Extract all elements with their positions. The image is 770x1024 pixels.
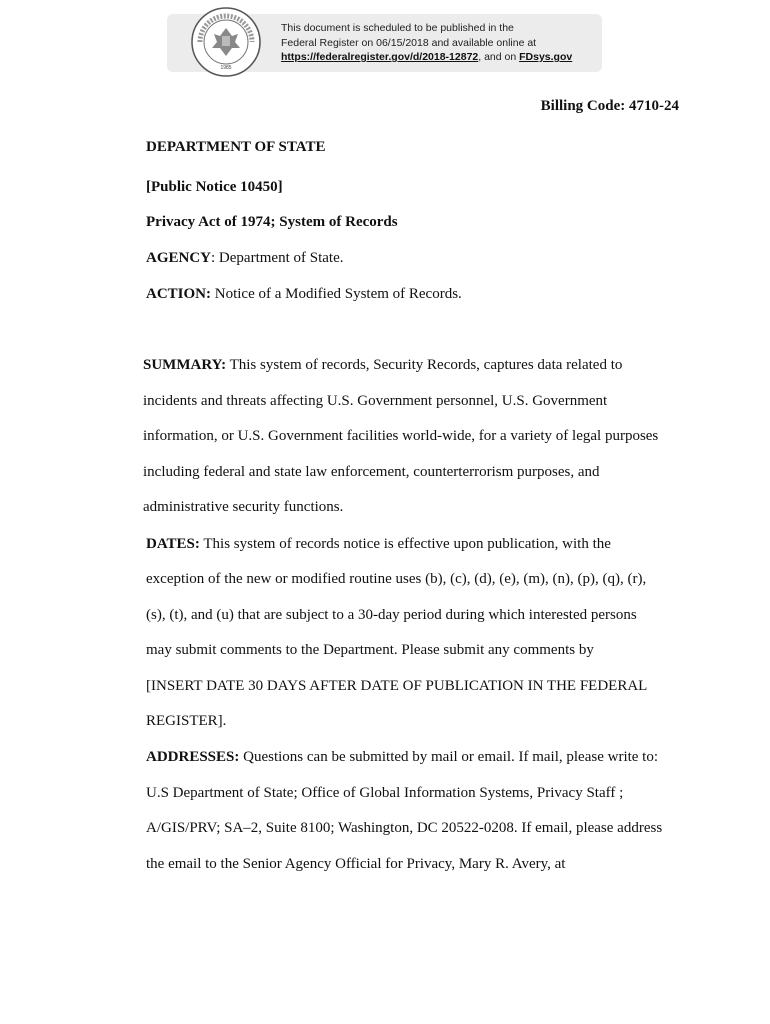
dates-line-2: exception of the new or modified routine uses (b), (c), (d), (e), (m), (n), (p), (q), (r), [146, 571, 647, 587]
dates-line-1 [146, 536, 611, 553]
department-heading: DEPARTMENT OF STATE [146, 139, 326, 155]
summary-line-3: information, or U.S. Government facilities world-wide, for a variety of legal purposes [143, 428, 659, 444]
action-label: ACTION: [146, 286, 212, 302]
national-archives-seal-icon [190, 6, 262, 78]
dates-line-5: [INSERT DATE 30 DAYS AFTER DATE OF PUBLICATION IN THE FEDERAL [146, 678, 648, 694]
dates-line-4: may submit comments to the Department. Please submit any comments by [146, 642, 594, 658]
summary-line-1 [143, 357, 622, 374]
agency-text: : Department of State. [211, 250, 344, 266]
addresses-line-2: U.S Department of State; Office of Global Information Systems, Privacy Staff ; [146, 785, 624, 801]
document-title: Privacy Act of 1974; System of Records [146, 214, 398, 230]
banner-text [281, 21, 601, 65]
action-line [146, 286, 462, 303]
dates-line-3: (s), (t), and (u) that are subject to a 30-day period during which interested persons [146, 607, 637, 623]
addresses-line-1 [146, 749, 658, 766]
addresses-line-3: A/GIS/PRV; SA–2, Suite 8100; Washington, DC 20522-0208. If email, please address [146, 820, 663, 836]
addresses-text-1: Questions can be submitted by mail or email. If mail, please write to: [239, 749, 659, 765]
addresses-line-4: the email to the Senior Agency Official for Privacy, Mary R. Avery, at [146, 856, 566, 872]
dates-line-6: REGISTER]. [146, 713, 227, 729]
federal-register-link[interactable]: https://federalregister.gov/d/2018-12872 [281, 51, 479, 64]
banner-line-2: Federal Register on 06/15/2018 and available online at [281, 36, 537, 49]
summary-line-2: incidents and threats affecting U.S. Government personnel, U.S. Government [143, 393, 608, 409]
agency-label: AGENCY [146, 250, 212, 266]
banner-line-1: This document is scheduled to be published in the [281, 22, 514, 34]
action-text: Notice of a Modified System of Records. [211, 286, 462, 302]
billing-code: Billing Code: 4710-24 [540, 98, 679, 114]
agency-line [146, 250, 343, 267]
dates-label: DATES: [146, 536, 200, 552]
fdsys-link[interactable]: FDsys.gov [519, 51, 573, 64]
banner-mid-text: , and on [478, 51, 520, 64]
summary-text-1: This system of records, Security Records, captures data related to [226, 357, 623, 373]
summary-line-5: administrative security functions. [143, 499, 344, 515]
addresses-label: ADDRESSES: [146, 749, 240, 765]
summary-label: SUMMARY: [143, 357, 227, 373]
dates-text-1: This system of records notice is effective upon publication, with the [199, 536, 611, 552]
summary-line-4: including federal and state law enforcement, counterterrorism purposes, and [143, 464, 600, 480]
banner-line-3 [281, 50, 601, 65]
public-notice-number: [Public Notice 10450] [146, 179, 283, 195]
seal-year: 1985 [220, 65, 232, 71]
